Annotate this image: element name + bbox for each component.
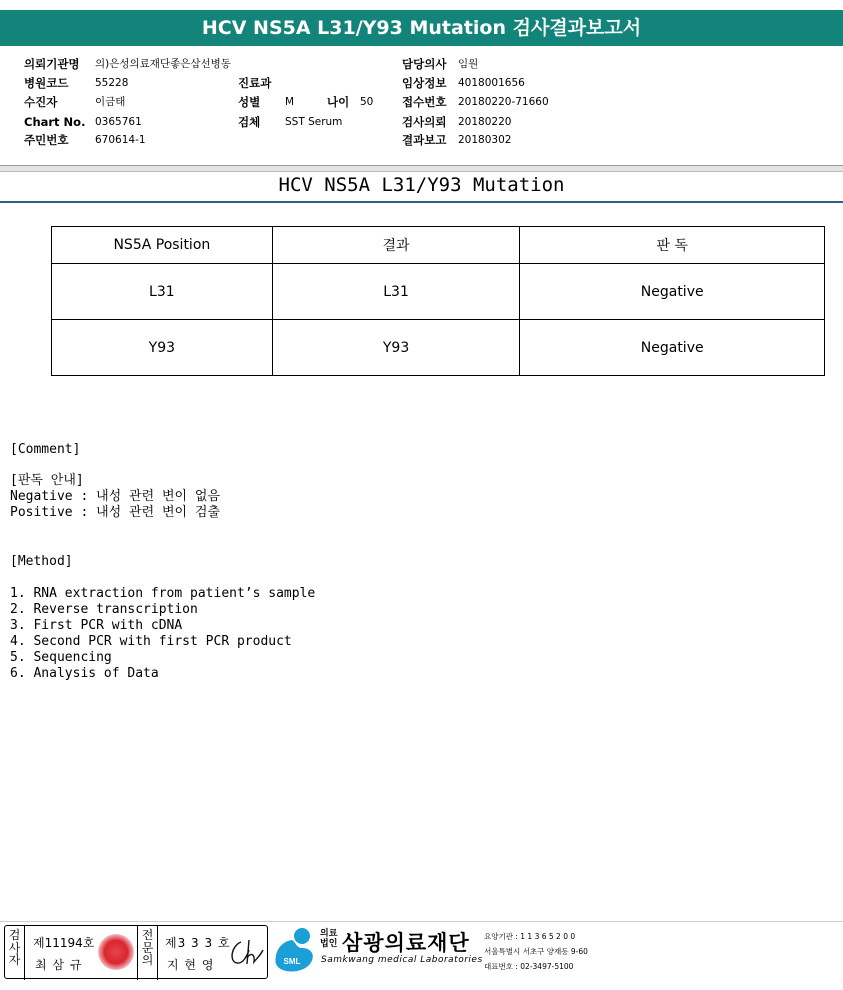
report-title: HCV NS5A L31/Y93 Mutation 검사결과보고서: [0, 10, 843, 46]
method-heading: [Method]: [10, 554, 73, 569]
clinical-label: 임상정보: [402, 76, 447, 90]
header-result: 결과: [272, 227, 520, 264]
info-row-1: [0, 56, 843, 72]
specimen-value: SST Serum: [285, 116, 343, 128]
patient-label: 수진자: [24, 95, 58, 109]
examiner-number: 제11194호: [33, 936, 95, 950]
doctor-value: 임원: [458, 58, 479, 70]
request-value: 20180220: [458, 116, 512, 128]
receipt-value: 20180220-71660: [458, 96, 549, 108]
chart-value: 0365761: [95, 116, 142, 128]
examiner-name: 최 삼 규: [35, 958, 83, 972]
info-row-5: [0, 132, 843, 148]
method-step: 3. First PCR with cDNA: [10, 618, 183, 633]
info-row-3: [0, 94, 843, 110]
method-step: 4. Second PCR with first PCR product: [10, 634, 292, 649]
cell-interpretation: Negative: [520, 264, 825, 320]
org-info: [484, 929, 588, 974]
table-header-row: [52, 227, 825, 264]
cell-result: Y93: [272, 320, 520, 376]
patient-info: [0, 54, 843, 166]
specialist-number: 제3 3 3 호: [165, 936, 231, 950]
hospital-code-value: 55228: [95, 77, 129, 89]
guide-line-negative: Negative : 내성 관련 변이 없음: [10, 489, 221, 504]
logo-text: SML: [283, 957, 301, 966]
org-phone: 대표번호 : 02-3497-5100: [484, 962, 574, 971]
info-row-4: [0, 114, 843, 130]
sex-value: M: [285, 96, 295, 108]
method-step: 5. Sequencing: [10, 650, 112, 665]
method-step: 2. Reverse transcription: [10, 602, 198, 617]
test-title-underline: [0, 201, 843, 203]
org-english-name: Samkwang medical Laboratories: [321, 955, 483, 965]
method-step: 1. RNA extraction from patient’s sample: [10, 586, 316, 601]
sex-label: 성별: [238, 95, 261, 109]
header-interpretation: 판 독: [520, 227, 825, 264]
signature-icon: [227, 936, 267, 970]
org-address: 서울특별시 서초구 양재동 9-60: [484, 947, 588, 956]
org-prefix: [320, 929, 337, 949]
resident-value: 670614-1: [95, 134, 146, 146]
doctor-label: 담당의사: [402, 57, 447, 71]
table-row: [52, 264, 825, 320]
resident-label: 주민번호: [24, 133, 69, 147]
age-label: 나이: [327, 95, 350, 109]
org-name: 삼광의료재단: [342, 931, 470, 955]
comment-heading: [Comment]: [10, 442, 81, 457]
specimen-label: 검체: [238, 115, 261, 129]
request-label: 검사의뢰: [402, 115, 447, 129]
org-prefix-line: 법인: [320, 939, 338, 949]
institution-value: 의)은성의료재단좋은삼선병동: [95, 58, 231, 70]
dept-label: 진료과: [238, 76, 272, 90]
seal-stamp-icon: [98, 934, 134, 970]
cell-position: Y93: [52, 320, 273, 376]
table-row: [52, 320, 825, 376]
report-date-label: 결과보고: [402, 133, 447, 147]
cell-position: L31: [52, 264, 273, 320]
guide-heading: [판독 안내]: [10, 473, 84, 488]
info-row-2: [0, 75, 843, 91]
examiner-label-text: 검 사 자: [8, 928, 21, 967]
org-prefix-line: 의료: [320, 929, 338, 939]
institution-label: 의뢰기관명: [24, 57, 80, 71]
org-code: 요양기관 : 1 1 3 6 5 2 0 0: [484, 932, 576, 941]
cell-result: L31: [272, 264, 520, 320]
clinical-value: 4018001656: [458, 77, 525, 89]
report-date-value: 20180302: [458, 134, 512, 146]
cell-interpretation: Negative: [520, 320, 825, 376]
specialist-label: [138, 926, 158, 980]
specialist-name: 지 현 영: [167, 958, 215, 972]
guide-line-positive: Positive : 내성 관련 변이 검출: [10, 505, 221, 520]
result-table: [51, 226, 825, 376]
header-position: NS5A Position: [52, 227, 273, 264]
footer-separator: [0, 921, 843, 922]
method-step: 6. Analysis of Data: [10, 666, 159, 681]
specialist-label-text: 전 문 의: [141, 928, 154, 967]
test-title: HCV NS5A L31/Y93 Mutation: [278, 174, 565, 196]
receipt-label: 접수번호: [402, 95, 447, 109]
hospital-code-label: 병원코드: [24, 76, 69, 90]
signature-box: [4, 925, 268, 979]
patient-value: 이금태: [95, 96, 126, 108]
chart-label: Chart No.: [24, 115, 86, 129]
age-value: 50: [360, 96, 374, 108]
examiner-label: [5, 926, 25, 980]
sml-logo-icon: [272, 926, 318, 976]
